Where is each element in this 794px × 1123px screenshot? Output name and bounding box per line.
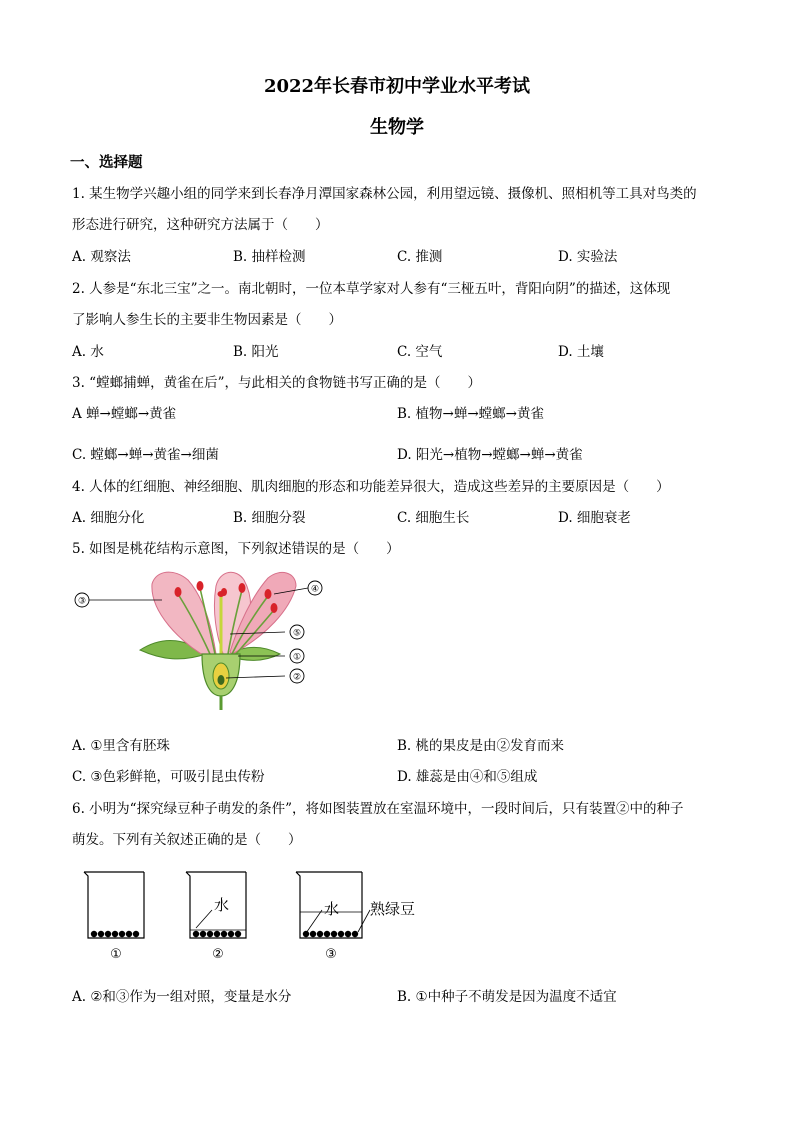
q5-option-b: B. 桃的果皮是由②发育而来 [397,738,565,754]
q2-option-b: B. 阳光 [233,344,279,360]
question-2-line-2: 了影响人参生长的主要非生物因素是（ ） [72,312,342,328]
question-5-line-1: 5. 如图是桃花结构示意图，下列叙述错误的是（ ） [72,541,400,557]
flower-label-5: ⑤ [292,628,302,639]
flower-label-2: ② [292,672,302,683]
subject-title: 生物学 [370,117,424,138]
question-1-line-1: 1. 某生物学兴趣小组的同学来到长春净月潭国家森林公园，利用望远镜、摄像机、照相机等工具对鸟类的 [72,186,697,202]
q1-option-c: C. 推测 [397,249,443,265]
q1-option-d: D. 实验法 [558,249,618,265]
q2-option-c: C. 空气 [397,344,443,360]
question-6-line-1: 6. 小明为“探究绿豆种子萌发的条件”，将如图装置放在室温环境中，一段时间后，只有装置②中的种子 [72,801,684,817]
q3-option-b: B. 植物→蝉→螳螂→黄雀 [397,406,544,422]
question-6-line-2: 萌发。下列有关叙述正确的是（ ） [72,832,302,848]
q6-option-a: A. ②和③作为一组对照，变量是水分 [72,989,292,1005]
question-2-line-1: 2. 人参是“东北三宝”之一。南北朝时，一位本草学家对人参有“三桠五叶，背阳向阴”的描述，这体现 [72,281,671,297]
q3-option-c: C. 螳螂→蝉→黄雀→细菌 [72,447,219,463]
q5-option-c: C. ③色彩鲜艳，可吸引昆虫传粉 [72,769,265,785]
q3-option-a: A 蝉→螳螂→黄雀 [72,406,177,422]
page-title: 2022年长春市初中学业水平考试 [263,76,531,97]
beaker-label-1: ① [110,947,122,962]
peach-flower-diagram [70,562,340,712]
q4-option-d: D. 细胞衰老 [558,510,631,526]
q2-option-d: D. 土壤 [558,344,604,360]
q5-option-a: A. ①里含有胚珠 [72,738,170,754]
question-3-line-1: 3. “螳螂捕蝉，黄雀在后”，与此相关的食物链书写正确的是（ ） [72,375,481,391]
q3-option-d: D. 阳光→植物→螳螂→蝉→黄雀 [397,447,583,463]
q4-option-b: B. 细胞分裂 [233,510,306,526]
flower-label-4: ④ [310,584,320,595]
q4-option-c: C. 细胞生长 [397,510,470,526]
seed-germination-diagram [78,866,438,966]
beaker-label-3: ③ [325,947,337,962]
cooked-beans-label: 熟绿豆 [370,900,416,918]
q4-option-a: A. 细胞分化 [72,510,145,526]
water-label-2: 水 [214,896,230,914]
question-4-line-1: 4. 人体的红细胞、神经细胞、肌肉细胞的形态和功能差异很大，造成这些差异的主要原因是（ ） [72,479,670,495]
q6-option-b: B. ①中种子不萌发是因为温度不适宜 [397,989,617,1005]
q5-option-d: D. 雄蕊是由④和⑤组成 [397,769,538,785]
q1-option-a: A. 观察法 [72,249,131,265]
section-heading: 一、选择题 [70,154,143,171]
flower-label-3: ③ [77,596,87,607]
q1-option-b: B. 抽样检测 [233,249,306,265]
flower-label-1: ① [292,652,302,663]
beaker-label-2: ② [212,947,224,962]
q2-option-a: A. 水 [72,344,104,360]
question-1-line-2: 形态进行研究，这种研究方法属于（ ） [72,217,329,233]
water-label-3: 水 [324,900,340,918]
